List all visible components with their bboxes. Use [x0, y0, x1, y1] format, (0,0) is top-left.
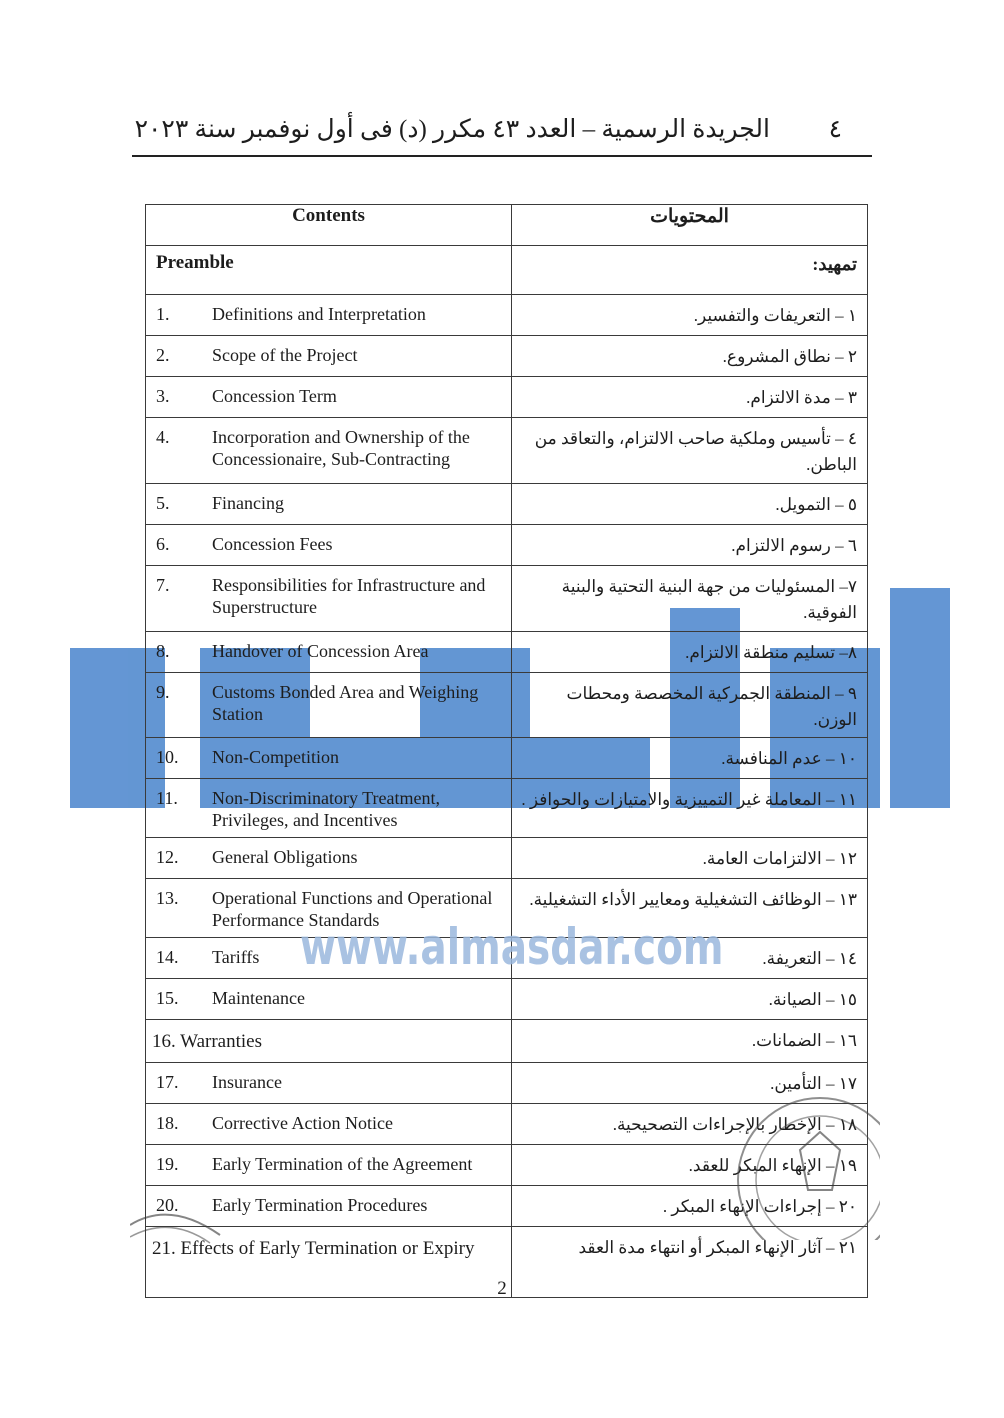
item-title-en: Early Termination of the Agreement: [212, 1154, 473, 1174]
contents-item-ar: ٣ – مدة الالتزام.: [512, 377, 868, 418]
table-row: [146, 979, 868, 1020]
contents-item-en: [146, 484, 512, 525]
item-number: 11.: [156, 788, 178, 808]
contents-item-en: [146, 566, 512, 632]
contents-item-ar: ١٠ – عدم المنافسة.: [512, 738, 868, 779]
contents-item-ar: ٢٠ – إجراءات الإنهاء المبكر .: [512, 1186, 868, 1227]
contents-item-ar: ١ – التعريفات والتفسير.: [512, 295, 868, 336]
contents-item-ar: ١٧ – التأمين.: [512, 1063, 868, 1104]
table-row: [146, 673, 868, 738]
contents-item-en: [146, 377, 512, 418]
item-title-en: Non-Discriminatory Treatment, Privileges, and Incentives: [212, 788, 440, 830]
contents-item-en: [146, 979, 512, 1020]
contents-item-ar: ٩ – المنطقة الجمركية المخصصة ومحطات الوزن.: [512, 673, 868, 738]
contents-header-ar: المحتويات: [512, 205, 868, 246]
table-row: [146, 484, 868, 525]
item-number: 3.: [156, 386, 170, 406]
item-title-en: Definitions and Interpretation: [212, 304, 426, 324]
item-title-en: Handover of Concession Area: [212, 641, 429, 661]
contents-item-ar: ١٩ – الإنهاء المبكر للعقد.: [512, 1145, 868, 1186]
header-page-number: ٤: [828, 116, 842, 143]
item-title-en: Operational Functions and Operational Performance Standards: [212, 888, 493, 930]
item-number: 18.: [156, 1113, 179, 1133]
contents-item-ar: ١٣ – الوظائف التشغيلية ومعايير الأداء التشغيلية.: [512, 879, 868, 938]
contents-item-en: [146, 779, 512, 838]
contents-item-en: [146, 838, 512, 879]
table-row: [146, 418, 868, 484]
contents-item-en: [146, 632, 512, 673]
item-title-en: Corrective Action Notice: [212, 1113, 393, 1133]
item-number: 5.: [156, 493, 170, 513]
item-title-en: Tariffs: [212, 947, 260, 967]
contents-item-ar: ٦ – رسوم الالتزام.: [512, 525, 868, 566]
contents-item-en: [146, 738, 512, 779]
item-number: 14.: [156, 947, 179, 967]
item-number: 19.: [156, 1154, 179, 1174]
table-row: [146, 525, 868, 566]
item-title-en: Maintenance: [212, 988, 305, 1008]
official-seal-icon: [700, 1070, 880, 1240]
contents-header-en: Contents: [146, 205, 512, 246]
item-number: 20.: [156, 1195, 179, 1215]
item-number: 2.: [156, 345, 170, 365]
contents-item-en: [146, 1145, 512, 1186]
item-title-en: Concession Fees: [212, 534, 333, 554]
table-row: [146, 295, 868, 336]
table-row: [146, 1020, 868, 1063]
contents-item-ar: ٥ – التمويل.: [512, 484, 868, 525]
preamble-row: [146, 246, 868, 295]
table-row: [146, 632, 868, 673]
contents-item-ar: ١٦ – الضمانات.: [512, 1020, 868, 1063]
contents-item-en: [146, 336, 512, 377]
item-title-en: 16. Warranties: [152, 1031, 262, 1052]
item-number: 15.: [156, 988, 179, 1008]
item-title-en: Non-Competition: [212, 747, 339, 767]
table-row: [146, 377, 868, 418]
contents-item-en: [146, 1104, 512, 1145]
contents-item-ar: ١١ – المعاملة غير التمييزية والامتيازات والحوافز .: [512, 779, 868, 838]
table-header-row: [146, 205, 868, 246]
contents-item-ar: ٢ – نطاق المشروع.: [512, 336, 868, 377]
contents-item-ar: ٨– تسليم منطقة الالتزام.: [512, 632, 868, 673]
item-number: 6.: [156, 534, 170, 554]
item-number: 7.: [156, 575, 170, 595]
contents-item-en: [146, 673, 512, 738]
footer-page-number: 2: [497, 1278, 507, 1299]
stamp-fragment-icon: [130, 1195, 230, 1245]
contents-item-ar: ١٨ – الإخطار بالإجراءات التصحيحية.: [512, 1104, 868, 1145]
header-rule: [132, 155, 872, 157]
item-title-en: Customs Bonded Area and Weighing Station: [212, 682, 479, 724]
item-title-en: Responsibilities for Infrastructure and Superstructure: [212, 575, 486, 617]
contents-item-en: [146, 525, 512, 566]
item-title-en: General Obligations: [212, 847, 358, 867]
contents-item-ar: ٢١ – آثار الإنهاء المبكر أو انتهاء مدة العقد: [512, 1227, 868, 1298]
watermark-url: www.almasdar.com: [300, 918, 724, 976]
item-number: 4.: [156, 427, 170, 447]
item-title-en: Scope of the Project: [212, 345, 358, 365]
item-number: 13.: [156, 888, 179, 908]
table-row: [146, 779, 868, 838]
contents-item-en: [146, 1063, 512, 1104]
preamble-ar: تمهيد:: [512, 246, 868, 295]
table-row: [146, 336, 868, 377]
item-title-en: 21. Effects of Early Termination or Expiry: [152, 1238, 475, 1259]
table-row: [146, 566, 868, 632]
item-number: 12.: [156, 847, 179, 867]
page-header: [132, 112, 872, 156]
table-row: [146, 738, 868, 779]
item-title-en: Early Termination Procedures: [212, 1195, 428, 1215]
contents-item-ar: ٧– المسئوليات من جهة البنية التحتية والبنية الفوقية.: [512, 566, 868, 632]
item-number: 17.: [156, 1072, 179, 1092]
preamble-en: Preamble: [146, 246, 512, 295]
item-title-en: Incorporation and Ownership of the Concessionaire, Sub-Contracting: [212, 427, 470, 469]
contents-item-en: [146, 295, 512, 336]
contents-item-en: [146, 418, 512, 484]
item-title-en: Concession Term: [212, 386, 337, 406]
contents-item-en: [146, 1020, 512, 1063]
item-title-en: Financing: [212, 493, 284, 513]
item-number: 9.: [156, 682, 170, 702]
contents-item-ar: ١٤ – التعريفة.: [512, 938, 868, 979]
item-number: 8.: [156, 641, 170, 661]
item-number: 10.: [156, 747, 179, 767]
header-title: الجريدة الرسمية – العدد ٤٣ مكرر (د) فى أول نوفمبر سنة ٢٠٢٣: [134, 116, 770, 143]
contents-item-ar: ٤ – تأسيس وملكية صاحب الالتزام، والتعاقد من الباطن.: [512, 418, 868, 484]
item-title-en: Insurance: [212, 1072, 282, 1092]
item-number: 1.: [156, 304, 170, 324]
table-row: [146, 838, 868, 879]
contents-item-ar: ١٢ – الالتزامات العامة.: [512, 838, 868, 879]
contents-item-ar: ١٥ – الصيانة.: [512, 979, 868, 1020]
